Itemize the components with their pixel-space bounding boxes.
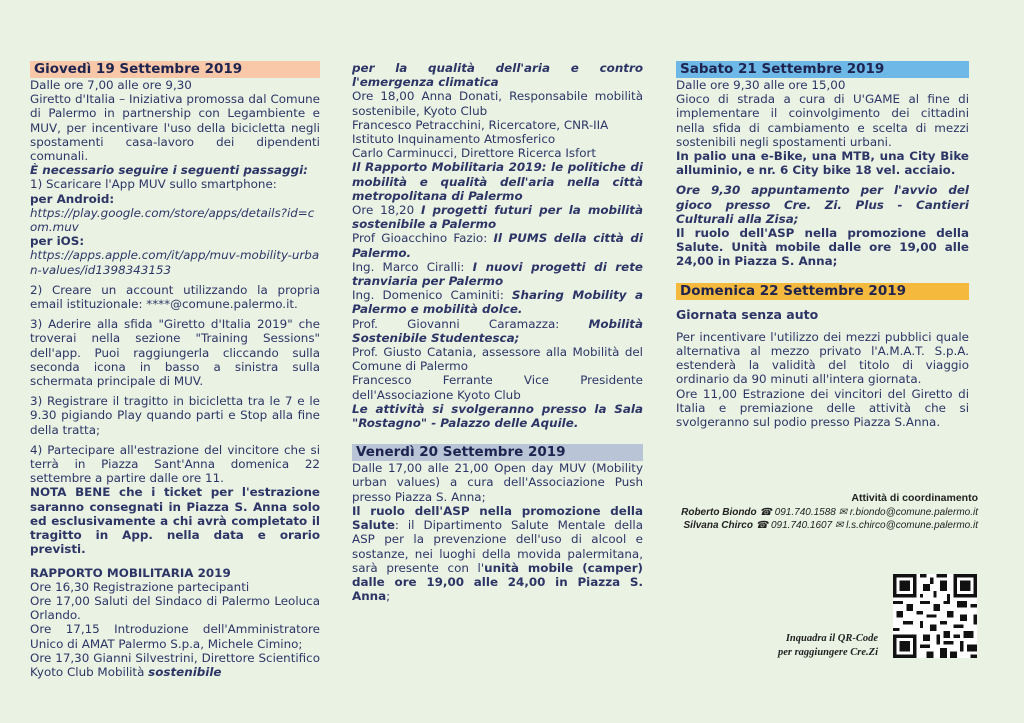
friday-header: Venerdì 20 Settembre 2019 bbox=[352, 444, 643, 461]
coord-phone-1: 091.740.1588 bbox=[774, 507, 836, 518]
carminucci: Carlo Carminucci, Direttore Ricerca Isfort bbox=[352, 146, 597, 161]
column-weekend bbox=[676, 0, 969, 429]
mayor-greeting: Ore 17,00 Saluti del Sindaco di Palermo Leoluca Orlando. bbox=[30, 593, 320, 623]
coord-name-1: Roberto Biondo bbox=[681, 507, 757, 518]
rapporto-title: Il Rapporto Mobilitaria 2019: le politiche di mobilità e qualità dell'aria nella città metropolitana di Palermo bbox=[352, 160, 643, 203]
nota-bene: NOTA BENE che i ticket per l'estrazione saranno consegnati in Piazza S. Anna solo ed esclusivamente a chi avrà completato il tragitto in App. nella data e orario previsti. bbox=[30, 485, 320, 557]
column-program bbox=[352, 0, 643, 603]
caminiti-talk bbox=[352, 288, 643, 316]
open-day: Dalle 17,00 alle 21,00 Open day MUV (Mobility urban values) a cura dell'Associazione Push presso Piazza S. Anna; bbox=[352, 461, 643, 504]
phone-icon: ☎ bbox=[759, 507, 772, 518]
future-projects-title: I progetti futuri per la mobilità sostenibile a Palermo bbox=[352, 203, 643, 232]
rapporto-heading: RAPPORTO MOBILITARIA 2019 bbox=[30, 565, 231, 580]
sunday-header: Domenica 22 Settembre 2019 bbox=[676, 283, 969, 300]
step-2: 2) Creare un account utilizzando la propria email istituzionale: ****@comune.palermo.it. bbox=[30, 282, 320, 312]
coord-phone-2: 091.740.1607 bbox=[771, 520, 833, 531]
saturday-time: Dalle ore 9,30 alle ore 15,00 bbox=[676, 78, 846, 92]
caramazza-topic: Mobilità Sostenibile Studentesca; bbox=[352, 316, 643, 345]
ios-link[interactable]: https://apps.apple.com/it/app/muv-mobility-urban-values/id1398343153 bbox=[30, 248, 320, 277]
step-1: 1) Scaricare l'App MUV sullo smartphone: bbox=[30, 177, 277, 192]
ios-label: per iOS: bbox=[30, 234, 85, 249]
future-projects bbox=[352, 203, 643, 231]
mail-icon: ✉ bbox=[834, 520, 844, 531]
steps-heading: È necessario seguire i seguenti passaggi: bbox=[30, 163, 308, 178]
car-free-day: Giornata senza auto bbox=[676, 306, 819, 322]
qr-caption-2: per raggiungere Cre.Zi bbox=[777, 647, 878, 658]
android-label: per Android: bbox=[30, 191, 115, 206]
ciralli-name: Ing. Marco Ciralli: bbox=[352, 259, 473, 274]
step-3: 3) Aderire alla sfida "Giretto d'Italia 2019" che troverai nella sezione "Training Sessions" dell'app. Puoi raggiungerla cliccando sulla seconda icona in basso a sinistra sulla schermata principale di MUV. bbox=[30, 317, 320, 389]
prizes: In palio una e-Bike, una MTB, una City Bike alluminio, e nr. 6 City bike 18 vel. acciaio. bbox=[676, 149, 969, 178]
mail-icon: ✉ bbox=[838, 507, 848, 518]
thursday-time: Dalle ore 7,00 alle ore 9,30 bbox=[30, 78, 192, 92]
caramazza-talk bbox=[352, 317, 643, 345]
saturday-header: Sabato 21 Settembre 2019 bbox=[676, 61, 969, 78]
thursday-header: Giovedì 19 Settembre 2019 bbox=[30, 61, 320, 78]
topic-continued: per la qualità dell'aria e contro l'emergenza climatica bbox=[352, 61, 643, 90]
prize-draw: Ore 11,00 Estrazione dei vincitori del Giretto di Italia e premiazione delle attività che si svolgeranno sul podio presso Piazza S.Anna. bbox=[676, 386, 969, 430]
coord-row-2 bbox=[684, 520, 979, 531]
step-3b: 3) Registrare il tragitto in bicicletta tra le 7 e le 9.30 pigiando Play quando parti e Stop alla fine della tratta; bbox=[30, 394, 320, 437]
asp-unit: unità mobile (camper) dalle ore 19,00 alle 24,00 in Piazza S. Anna bbox=[352, 560, 643, 604]
caramazza-name: Prof. Giovanni Caramazza: bbox=[352, 316, 589, 331]
ciralli-talk bbox=[352, 260, 643, 288]
silvestrini-text: Ore 17,30 Gianni Silvestrini, Direttore Scientifico Kyoto Club Mobilità bbox=[30, 650, 320, 679]
asp-friday bbox=[352, 504, 643, 603]
coord-name-2: Silvana Chirco bbox=[683, 520, 753, 531]
asp-saturday: Il ruolo dell'ASP nella promozione della Salute. Unità mobile dalle ore 19,00 alle 24,00 in Piazza S. Anna; bbox=[676, 226, 969, 269]
registration: Ore 16,30 Registrazione partecipanti bbox=[30, 579, 250, 594]
qr-caption-1: Inquadra il QR-Code bbox=[785, 633, 878, 644]
android-link[interactable]: https://play.google.com/store/apps/details?id=com.muv bbox=[30, 205, 315, 235]
caminiti-topic: Sharing Mobility a Palermo e mobilità dolce. bbox=[352, 288, 643, 317]
appointment: Ore 9,30 appuntamento per l'avvio del gioco presso Cre. Zi. Plus - Cantieri Culturali alla Zisa; bbox=[676, 183, 969, 226]
silvestrini-topic: sostenibile bbox=[148, 664, 222, 679]
asp-end: ; bbox=[386, 589, 391, 604]
amat-intro: Ore 17,15 Introduzione dell'Amministratore Unico di AMAT Palermo S.p.a, Michele Cimino; bbox=[30, 622, 320, 651]
column-thursday bbox=[30, 0, 320, 679]
caminiti-name: Ing. Domenico Caminiti: bbox=[352, 288, 512, 303]
coord-title: Attività di coordinamento bbox=[851, 492, 978, 504]
asp-desc: : il Dipartimento Salute Mentale della ASP per la prevenzione dell'uso di alcool e sostanze, nei luoghi della movida palermitana, sarà presente con l' bbox=[352, 518, 643, 575]
amat-extension: Per incentivare l'utilizzo dei mezzi pubblici quale alternativa al mezzo privato l'A.M.A.T. S.p.A. estenderà la validità del titolo di viaggio ordinario da 90 minuti all'intera giornata. bbox=[676, 329, 969, 387]
coord-row-1 bbox=[681, 507, 978, 518]
ugame-description: Gioco di strada a cura di U'GAME al fine di implementare il coinvolgimento dei cittadini nella sfida di cambiamento e scelta di mezzi sostenibili negli spostamenti urbani. bbox=[676, 92, 969, 149]
phone-icon: ☎ bbox=[755, 520, 769, 531]
ciralli-topic: I nuovi progetti di rete tranviaria per Palermo bbox=[352, 259, 643, 289]
fazio-name: Prof Gioacchino Fazio: bbox=[352, 231, 494, 246]
donati-talk: Ore 18,00 Anna Donati, Responsabile mobilità sostenibile, Kyoto Club bbox=[352, 89, 643, 118]
silvestrini-talk bbox=[30, 651, 320, 679]
fazio-topic: Il PUMS della città di Palermo. bbox=[352, 231, 643, 260]
venue-note: Le attività si svolgeranno presso la Sala "Rostagno" - Palazzo delle Aquile. bbox=[352, 401, 643, 431]
step-4: 4) Partecipare all'estrazione del vincitore che si terrà in Piazza Sant'Anna domenica 22 settembre a partire dalle ore 11. bbox=[30, 442, 320, 486]
giretto-description: Giretto d'Italia – Iniziativa promossa dal Comune di Palermo in partnership con Legambiente e MUV, per incentivare l'uso della bicicletta negli spostamenti casa-lavoro dei dipendenti comunali. bbox=[30, 92, 320, 164]
coord-email-2[interactable]: l.s.chirco@comune.palermo.it bbox=[846, 520, 978, 531]
ferrante-talk: Francesco Ferrante Vice Presidente dell'Associazione Kyoto Club bbox=[352, 373, 643, 402]
petracchini: Francesco Petracchini, Ricercatore, CNR-IIA Istituto Inquinamento Atmosferico bbox=[352, 117, 609, 147]
qr-code-icon[interactable] bbox=[893, 574, 977, 658]
time-1820: Ore 18,20 bbox=[352, 203, 421, 218]
coord-email-1[interactable]: r.biondo@comune.palermo.it bbox=[849, 507, 978, 518]
fazio-talk bbox=[352, 231, 643, 259]
catania-talk: Prof. Giusto Catania, assessore alla Mobilità del Comune di Palermo bbox=[352, 345, 643, 374]
asp-title: Il ruolo dell'ASP nella promozione della Salute bbox=[352, 503, 643, 533]
